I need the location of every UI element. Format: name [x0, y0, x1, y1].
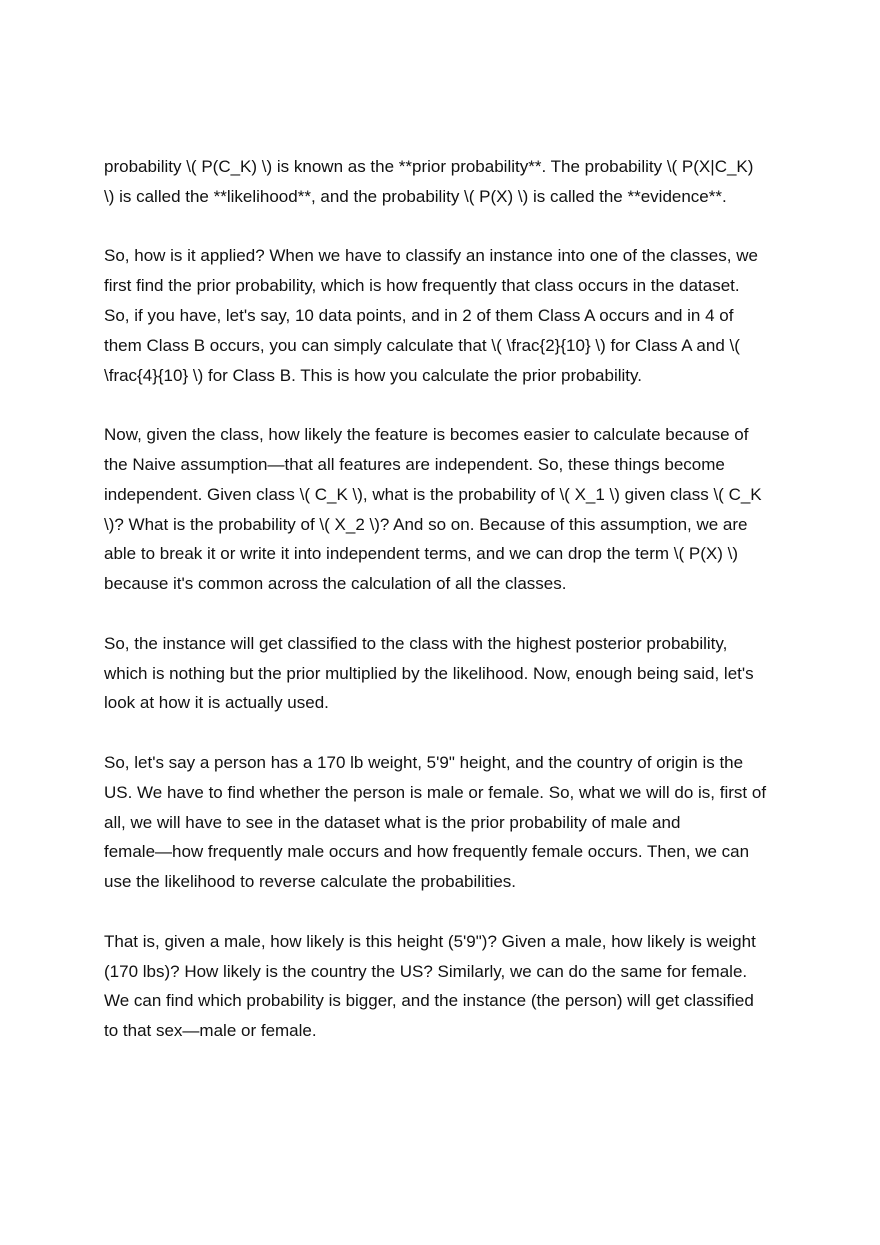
text-line: use the likelihood to reverse calculate the probabilities. — [104, 872, 517, 892]
text-line: That is, given a male, how likely is this height (5'9")? Given a male, how likely is weight — [104, 931, 756, 951]
text-line: US. We have to find whether the person is male or female. So, what we will do is, first of — [104, 782, 767, 802]
text-line: \)? What is the probability of \( X_2 \)? And so on. Because of this assumption, we are — [104, 514, 748, 534]
paragraph-posterior — [104, 629, 784, 718]
text-line: look at how it is actually used. — [104, 693, 329, 713]
text-line: (170 lbs)? How likely is the country the US? Similarly, we can do the same for female. — [104, 961, 748, 981]
text-line: So, how is it applied? When we have to classify an instance into one of the classes, we — [104, 246, 758, 266]
text-line: So, the instance will get classified to the class with the highest posterior probability, — [104, 633, 728, 653]
text-line: We can find which probability is bigger, and the instance (the person) will get classified — [104, 991, 754, 1011]
paragraph-example — [104, 748, 784, 897]
paragraph-bayes-terms — [104, 152, 784, 212]
text-line: \) is called the **likelihood**, and the probability \( P(X) \) is called the **evidence**. — [104, 186, 727, 206]
text-line: them Class B occurs, you can simply calculate that \( \frac{2}{10} \) for Class A and \( — [104, 335, 740, 355]
text-line: independent. Given class \( C_K \), what is the probability of \( X_1 \) given class \( C_K — [104, 484, 762, 504]
text-line: \frac{4}{10} \) for Class B. This is how you calculate the prior probability. — [104, 365, 642, 385]
paragraph-naive-assumption — [104, 420, 784, 599]
text-line: which is nothing but the prior multiplied by the likelihood. Now, enough being said, let's — [104, 663, 754, 683]
text-line: probability \( P(C_K) \) is known as the **prior probability**. The probability \( P(X|C_K) — [104, 157, 754, 176]
text-line: So, let's say a person has a 170 lb weight, 5'9" height, and the country of origin is the — [104, 752, 744, 772]
text-line: first find the prior probability, which is how frequently that class occurs in the dataset. — [104, 276, 740, 296]
document-body — [104, 152, 784, 1076]
paragraph-likelihood-example — [104, 927, 784, 1046]
text-line: So, if you have, let's say, 10 data points, and in 2 of them Class A occurs and in 4 of — [104, 305, 734, 325]
text-line: all, we will have to see in the dataset what is the prior probability of male and — [104, 812, 681, 832]
text-line: able to break it or write it into independent terms, and we can drop the term \( P(X) \) — [104, 544, 739, 564]
text-line: the Naive assumption—that all features are independent. So, these things become — [104, 454, 725, 474]
text-line: Now, given the class, how likely the feature is becomes easier to calculate because of — [104, 425, 749, 445]
text-line: to that sex—male or female. — [104, 1021, 317, 1041]
text-line: because it's common across the calculation of all the classes. — [104, 574, 567, 594]
paragraph-prior-probability — [104, 241, 784, 390]
text-line: female—how frequently male occurs and how frequently female occurs. Then, we can — [104, 842, 750, 862]
